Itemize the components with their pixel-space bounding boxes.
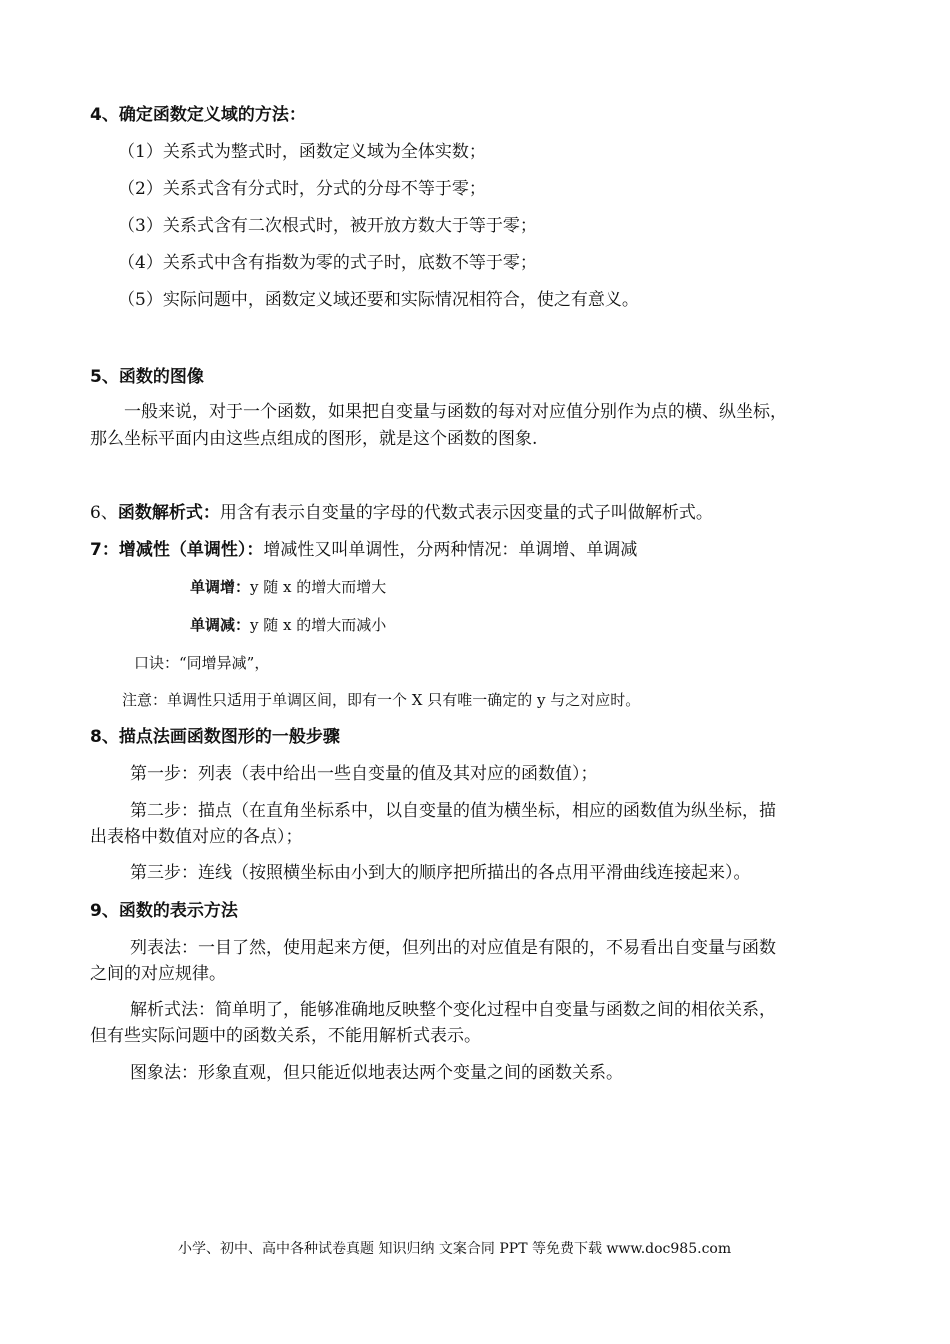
s8-step-2-line-2: 出表格中数值对应的各点）； — [90, 827, 303, 847]
s7-dec-label: 单调减： — [190, 616, 251, 634]
s7-dec-text: y 随 x 的增大而减小 — [250, 616, 387, 634]
s7-increasing — [190, 576, 386, 598]
s9-method-2-line-1: 解析式法：简单明了，能够准确地反映整个变化过程中自变量与函数之间的相依关系， — [130, 1000, 776, 1020]
s9-method-1-line-1: 列表法：一目了然，使用起来方便，但列出的对应值是有限的，不易看出自变量与函数 — [130, 938, 776, 958]
s4-item-1: （1）关系式为整式时，函数定义域为全体实数； — [118, 142, 486, 162]
s7-inc-label: 单调增： — [190, 578, 251, 596]
s9-method-2-line-2: 但有些实际问题中的函数关系，不能用解析式表示。 — [90, 1026, 481, 1046]
footer-text: 小学、初中、高中各种试卷真题 知识归纳 文案合同 PPT 等免费下载 www.doc985.com — [178, 1241, 732, 1257]
s4-item-4: （4）关系式中含有指数为零的式子时，底数不等于零； — [118, 253, 537, 273]
s5-paragraph-line-2: 那么坐标平面内由这些点组成的图形，就是这个函数的图象. — [90, 429, 538, 449]
s6-prefix: 6、 — [90, 503, 118, 523]
s4-item-3: （3）关系式含有二次根式时，被开放方数大于等于零； — [118, 216, 537, 236]
s8-step-3: 第三步：连线（按照横坐标由小到大的顺序把所描出的各点用平滑曲线连接起来）。 — [130, 863, 751, 883]
s4-item-5: （5）实际问题中，函数定义域还要和实际情况相符合，使之有意义。 — [118, 290, 639, 310]
s8-step-1: 第一步：列表（表中给出一些自变量的值及其对应的函数值）； — [130, 764, 598, 784]
section-6-line — [90, 502, 713, 524]
s5-paragraph-line-1: 一般来说，对于一个函数，如果把自变量与函数的每对对应值分别作为点的横、纵坐标， — [124, 402, 787, 422]
s8-step-2-line-1: 第二步：描点（在直角坐标系中，以自变量的值为横坐标，相应的函数值为纵坐标，描 — [130, 801, 776, 821]
s4-item-2: （2）关系式含有分式时，分式的分母不等于零； — [118, 179, 486, 199]
s7-term: 7：增减性（单调性）： — [90, 540, 264, 560]
s6-text: 用含有表示自变量的字母的代数式表示因变量的式子叫做解析式。 — [219, 503, 713, 523]
s9-method-1-line-2: 之间的对应规律。 — [90, 964, 226, 984]
section-5-heading: 5、函数的图像 — [90, 367, 204, 387]
s7-mnemonic: 口诀：“同增异减”， — [134, 654, 270, 672]
s6-term: 函数解析式： — [117, 503, 220, 523]
s7-inc-text: y 随 x 的增大而增大 — [250, 578, 387, 596]
s9-method-3: 图象法：形象直观，但只能近似地表达两个变量之间的函数关系。 — [130, 1063, 623, 1083]
s7-text: 增减性又叫单调性，分两种情况：单调增、单调减 — [263, 540, 638, 560]
s7-note: 注意：单调性只适用于单调区间，即有一个 X 只有唯一确定的 y 与之对应时。 — [122, 691, 641, 709]
section-4-heading: 4、确定函数定义域的方法： — [90, 105, 306, 125]
section-9-heading: 9、函数的表示方法 — [90, 901, 238, 921]
section-8-heading: 8、描点法画函数图形的一般步骤 — [90, 727, 340, 747]
s7-decreasing — [190, 614, 386, 636]
section-7-line — [90, 539, 637, 561]
